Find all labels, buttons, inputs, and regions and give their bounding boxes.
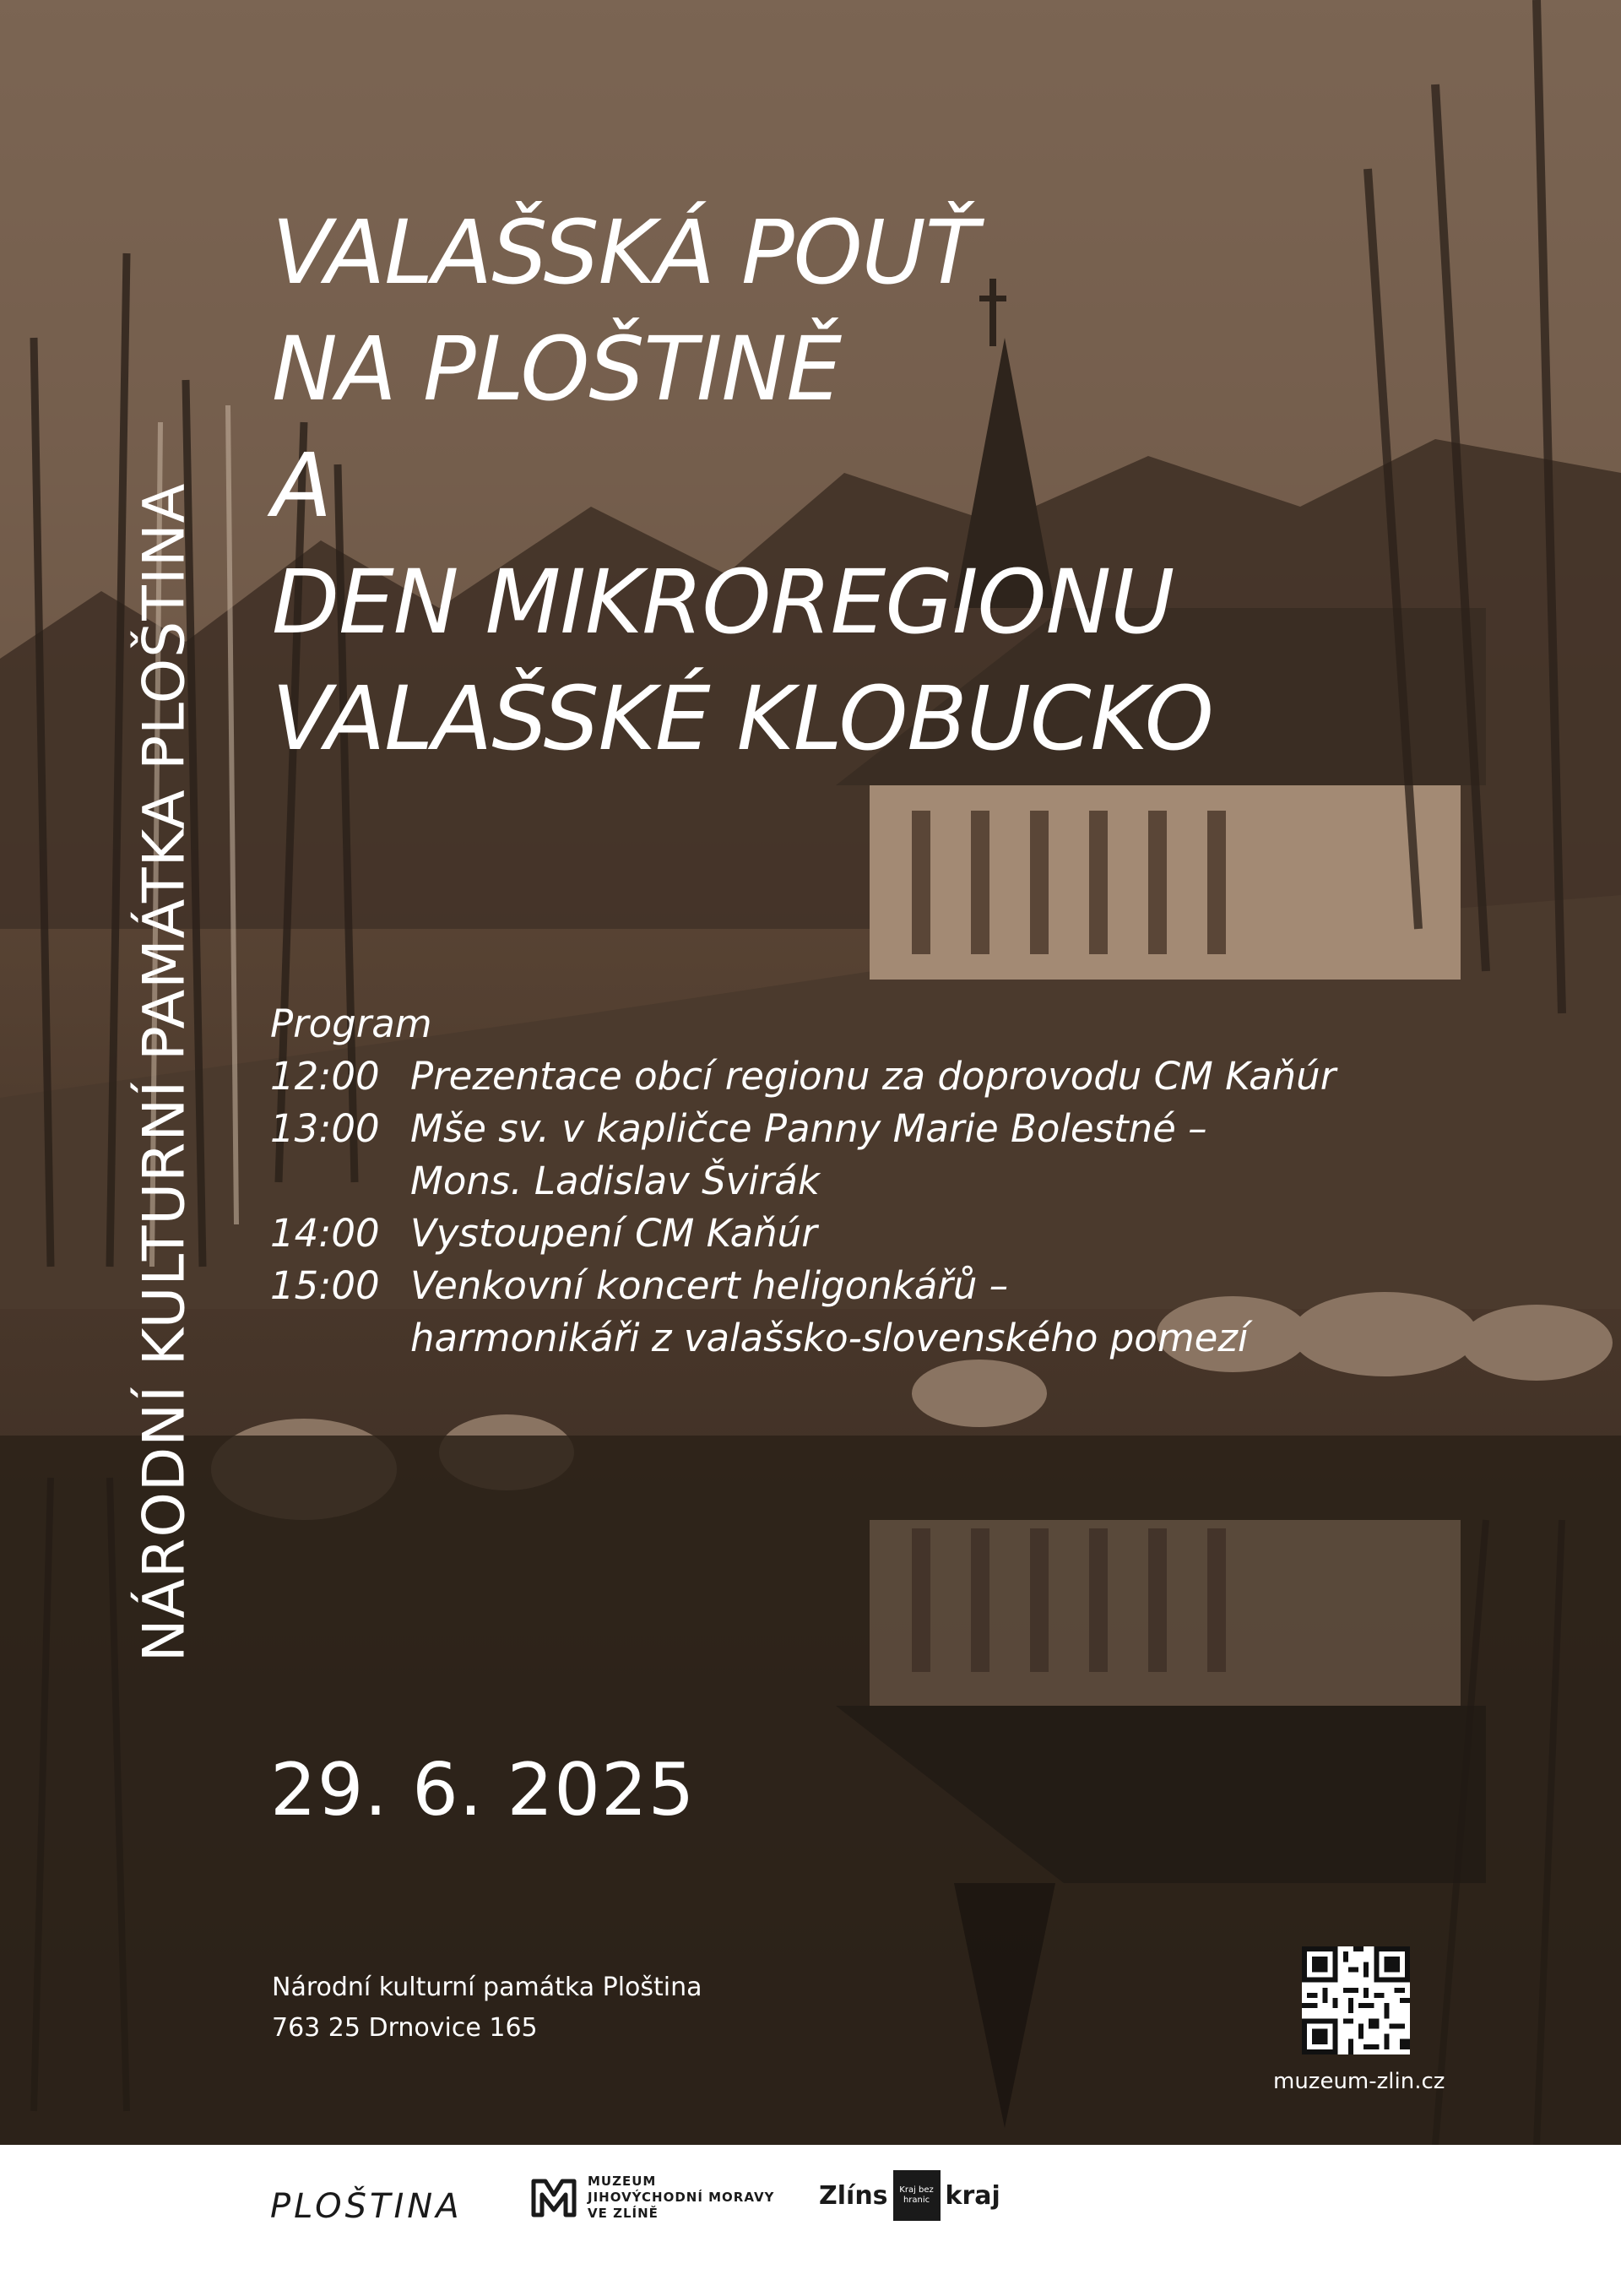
- plostina-logo: PLOŠTINA: [270, 2187, 463, 2226]
- zlinsky-kraj-logo: [819, 2170, 1000, 2221]
- program-text: Mše sv. v kapličce Panny Marie Bolestné –: [410, 1106, 1207, 1151]
- kraj-logo-right: kraj: [945, 2180, 1000, 2211]
- venue-address: [272, 1968, 702, 2049]
- program-item: [270, 1050, 1336, 1103]
- program-time: 12:00: [270, 1054, 380, 1099]
- program-text: Vystoupení CM Kaňúr: [410, 1211, 817, 1256]
- headline-line-2: NA PLOŠTINĚ: [272, 318, 842, 421]
- headline-line-4: DEN MIKROREGIONU: [272, 551, 1174, 654]
- muzeum-logo-line: MUZEUM: [588, 2174, 657, 2189]
- headline-line-5: VALAŠSKÉ KLOBUCKO: [272, 667, 1213, 770]
- qr-code[interactable]: [1302, 1946, 1410, 2054]
- muzeum-logo: [530, 2174, 774, 2222]
- event-date: 29. 6. 2025: [270, 1748, 696, 1832]
- event-headline: [272, 194, 1213, 777]
- vertical-site-title: NÁRODNÍ KULTURNÍ PAMÁTKA PLOŠTINA: [131, 482, 198, 1663]
- headline-line-3: A: [272, 434, 332, 537]
- address-line-1: Národní kulturní památka Ploština: [272, 1973, 702, 2002]
- website-link[interactable]: muzeum-zlin.cz: [1273, 2069, 1445, 2094]
- muzeum-mark-icon: [530, 2174, 577, 2222]
- program-time: 14:00: [270, 1211, 380, 1256]
- kraj-logo-left: Zlíns: [819, 2180, 888, 2211]
- muzeum-logo-line: VE ZLÍNĚ: [588, 2206, 659, 2221]
- program-text-continued: Mons. Ladislav Švirák: [410, 1159, 820, 1203]
- program-text-continued: harmonikáři z valašsko-slovenského pomezí: [410, 1316, 1249, 1360]
- program-time: 13:00: [270, 1106, 380, 1151]
- footer-logos: [0, 2145, 1621, 2296]
- program-text: Venkovní koncert heligonkářů –: [410, 1263, 1009, 1308]
- program-time: 15:00: [270, 1263, 380, 1308]
- program-item: [270, 1103, 1336, 1155]
- headline-line-1: VALAŠSKÁ POUŤ: [272, 201, 979, 304]
- program-item: [270, 1260, 1336, 1312]
- address-line-2: 763 25 Drnovice 165: [272, 2013, 538, 2043]
- muzeum-logo-line: JIHOVÝCHODNÍ MORAVY: [588, 2190, 775, 2205]
- program-item: [270, 1208, 1336, 1260]
- program-heading: Program: [270, 1001, 432, 1046]
- program-text: Prezentace obcí regionu za doprovodu CM Kaňúr: [410, 1054, 1336, 1099]
- program-schedule: [270, 998, 1336, 1365]
- kraj-logo-box: Kraj bez hranic: [893, 2170, 941, 2221]
